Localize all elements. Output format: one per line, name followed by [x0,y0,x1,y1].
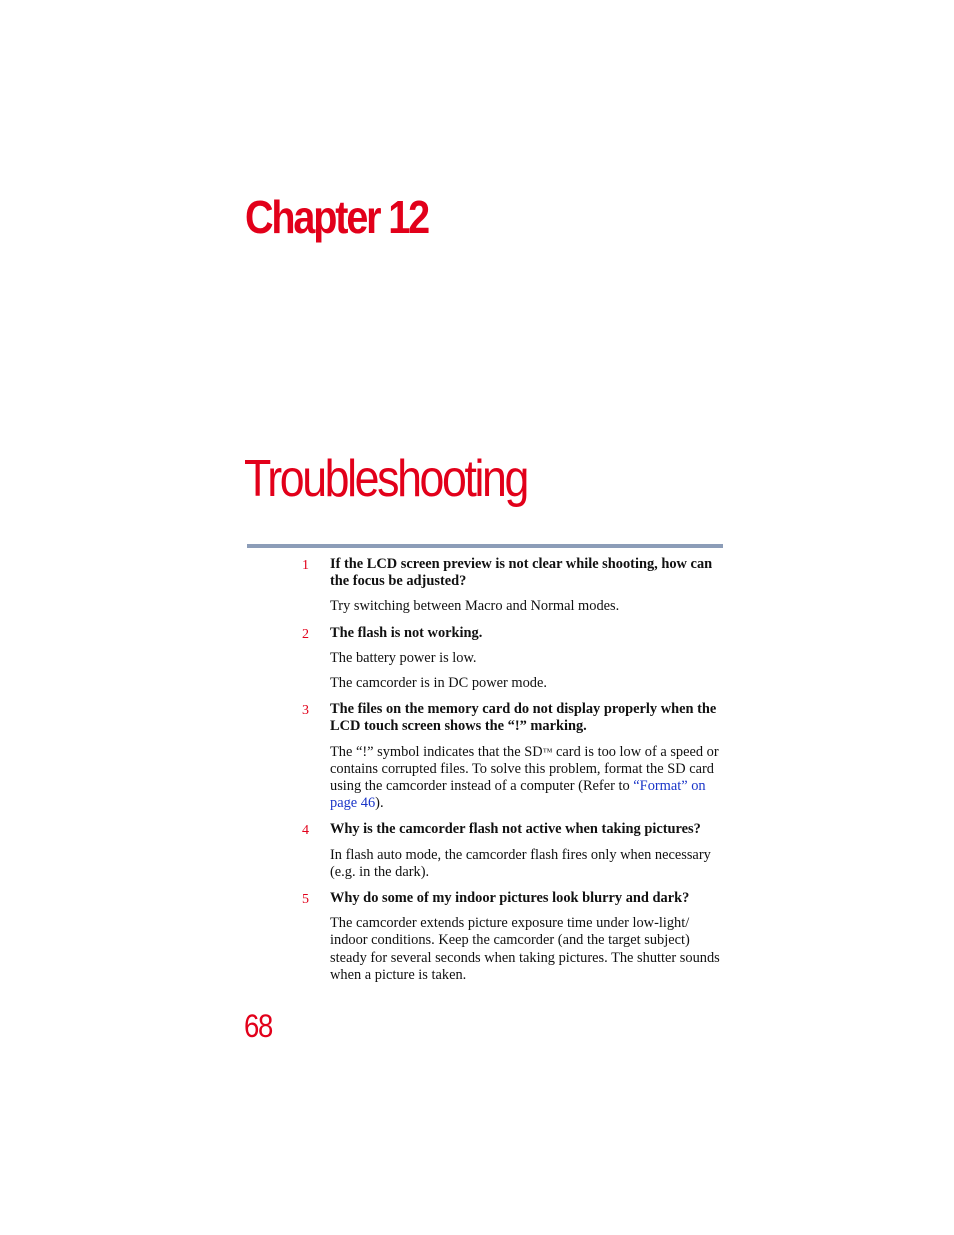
answer-text-part: card is too low of a speed or contains corrupted files. To solve this problem, format the SD card using the camcorder instead of a computer (Refer to [330,743,719,795]
chapter-label: Chapter 12 [245,191,428,243]
item-number: 1 [302,558,309,573]
item-number: 3 [302,703,309,719]
question-text: If the LCD screen preview is not clear while shooting, how can the focus be adjusted? [330,556,713,590]
list-item [247,820,723,881]
answer-text: The camcorder is in DC power mode. [330,675,547,692]
answer-text: The camcorder extends picture exposure time under low-light/ indoor conditions. Keep the camcorder (and the target subject) steady for several seconds when taking pictures. The shutter sounds when a picture is taken. [330,915,720,983]
answer-text: Try switching between Macro and Normal modes. [330,598,620,615]
list-item [247,700,723,812]
question-text: Why is the camcorder flash not active when taking pictures? [330,821,701,838]
answer-text-part: ). [375,795,384,812]
title-divider [247,544,723,548]
item-number: 2 [302,626,309,642]
list-item [247,889,723,984]
list-item [247,624,723,693]
answer-text-part: The “!” symbol indicates that the SD [330,743,543,760]
question-text: The files on the memory card do not display properly when the LCD touch screen shows the “!” marking. [330,701,717,735]
item-number: 4 [302,823,309,839]
answer-text [330,744,723,813]
answer-text: The battery power is low. [330,649,477,666]
list-item [247,555,723,616]
item-number: 5 [302,892,309,908]
question-text: Why do some of my indoor pictures look blurry and dark? [330,890,690,907]
chapter-title: Troubleshooting [244,450,527,508]
troubleshooting-list [247,555,723,984]
trademark-symbol: ™ [542,746,553,758]
question-text: The flash is not working. [330,624,483,641]
format-page-link[interactable]: “Format” on page 46 [330,778,706,812]
answer-text: In flash auto mode, the camcorder flash fires only when necessary (e.g. in the dark). [330,846,711,880]
page-number: 68 [244,1008,273,1044]
